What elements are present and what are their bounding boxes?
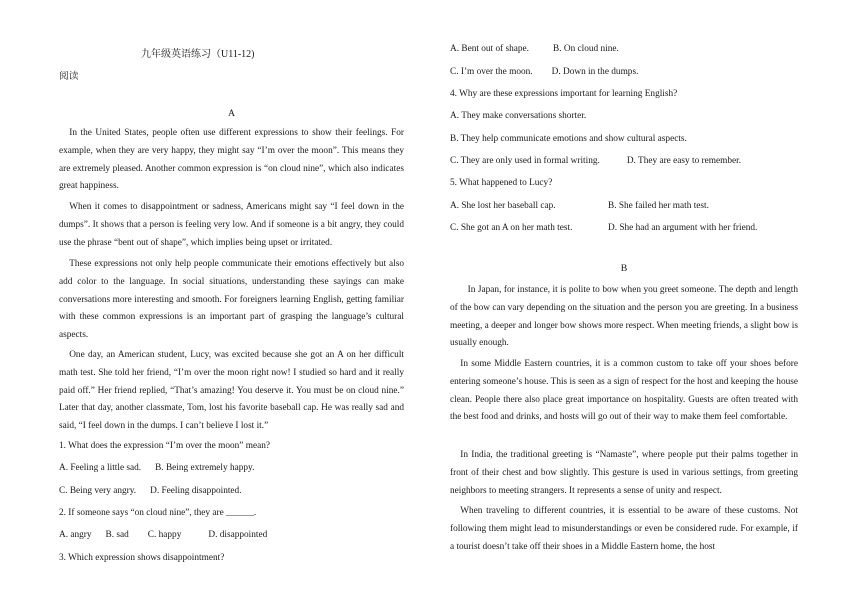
question-4-option-c[interactable]: C. They are only used in formal writing. [450,156,600,166]
question-1-option-d[interactable]: D. Feeling disappointed. [150,486,242,496]
question-3-option-a[interactable]: A. Bent out of shape. [450,44,530,54]
question-5-options-row-2 [450,223,757,233]
passage-b-paragraph-4: When traveling to different countries, it is essential to be aware of these customs. Not following them might lead to misunderstandings or even be considered rude. For example, if a tourist doesn’t take off their shoes in a Middle Eastern home, the host [450,506,798,552]
question-5-option-d[interactable]: D. She had an argument with her friend. [608,223,758,233]
question-4-options-row-3 [450,156,741,166]
question-3-option-d[interactable]: D. Down in the dumps. [551,67,639,77]
section-label: 阅读 [59,71,79,82]
worksheet-title: 九年级英语练习（U11-12) [141,49,255,60]
question-2-option-a[interactable]: A. angry [59,530,92,540]
question-5-options-row-1 [450,201,709,211]
passage-a-paragraph-1: In the United States, people often use different expressions to show their feelings. For example, when they are very happy, they might say “I’m over the moon”. This means they are extremely pleased. Another common expression is “on cloud nine”, which also indicates great happiness. [59,128,404,192]
question-3-option-c[interactable]: C. I’m over the moon. [450,67,533,77]
question-1-option-c[interactable]: C. Being very angry. [59,486,137,496]
passage-b-label: B [620,263,628,274]
question-1-option-b[interactable]: B. Being extremely happy. [155,463,255,473]
question-3-stem: 3. Which expression shows disappointment? [59,553,225,563]
question-5-stem: 5. What happened to Lucy? [450,178,553,188]
question-4-option-d[interactable]: D. They are easy to remember. [626,156,742,166]
question-2-options [59,530,267,540]
question-1-options-row-2 [59,486,242,496]
passage-b-paragraph-3: In India, the traditional greeting is “Namaste”, where people put their palms together in front of their chest and bow slightly. This gesture is used in various settings, from greeting neighbors to meeting strangers. It represents a sense of unity and respect. [450,450,798,496]
question-2-stem: 2. If someone says “on cloud nine”, they are ______. [59,508,257,518]
question-2-option-d[interactable]: D. disappointed [208,530,268,540]
question-2-option-b[interactable]: B. sad [105,530,129,540]
passage-a-paragraph-2: When it comes to disappointment or sadness, Americans might say “I feel down in the dumps”. It shows that a person is feeling very low. And if someone is a bit angry, they could use the phrase “bent out of shape”, which implies being upset or irritated. [59,202,404,248]
question-3-option-b[interactable]: B. On cloud nine. [553,44,619,54]
question-5-option-c[interactable]: C. She got an A on her math test. [450,223,573,233]
question-1-option-a[interactable]: A. Feeling a little sad. [59,463,142,473]
question-4-stem: 4. Why are these expressions important for learning English? [450,89,678,99]
question-2-option-c[interactable]: C. happy [147,530,182,540]
question-5-option-b[interactable]: B. She failed her math test. [608,201,709,211]
question-3-options-row-2 [450,67,638,77]
question-4-option-a[interactable]: A. They make conversations shorter. [450,111,587,121]
question-4-option-b[interactable]: B. They help communicate emotions and show cultural aspects. [450,134,687,144]
question-3-options-row-1 [450,44,619,54]
question-5-option-a[interactable]: A. She lost her baseball cap. [450,201,556,211]
passage-b-paragraph-2: In some Middle Eastern countries, it is a common custom to take off your shoes before entering someone’s house. This is seen as a sign of respect for the host and keeping the house clean. People there also place great importance on hospitality. Guests are often treated with the best food and drinks, and hosts will go out of their way to make them feel comfortable. [450,359,798,423]
question-1-stem: 1. What does the expression “I’m over the moon” mean? [59,441,271,451]
passage-a-paragraph-3: These expressions not only help people communicate their emotions effectively but also add color to the language. In social situations, understanding these sayings can make conversations more interesting and smooth. For foreigners learning English, getting familiar with these common expressions is an important part of grasping the language’s cultural aspects. [59,259,404,341]
passage-a-paragraph-4: One day, an American student, Lucy, was excited because she got an A on her difficult math test. She told her friend, “I’m over the moon right now! I studied so hard and it really paid off.” Her friend replied, “That’s amazing! You deserve it. You must be on cloud nine.” Later that day, another classmate, Tom, lost his favorite baseball cap. He was really sad and said, “I feel down in the dumps. I can’t believe I lost it.” [59,350,404,432]
passage-a-label: A [227,108,236,119]
passage-b-paragraph-1: In Japan, for instance, it is polite to bow when you greet someone. The depth and length of the bow can vary depending on the situation and the person you are greeting. In a business meeting, a deeper and longer bow shows more respect. When meeting friends, a slight bow is usually enough. [450,285,798,349]
question-1-options-row-1 [59,463,254,473]
